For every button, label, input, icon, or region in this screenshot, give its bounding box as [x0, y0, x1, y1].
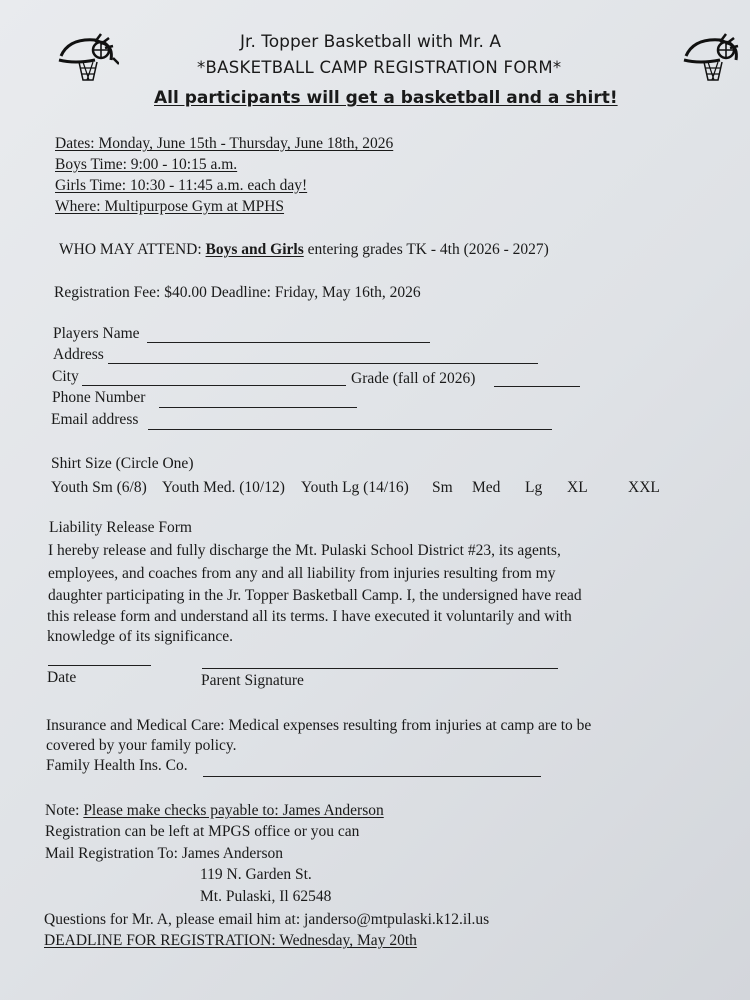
- city-line[interactable]: [82, 385, 346, 386]
- phone-label: Phone Number: [52, 389, 146, 406]
- camp-location: Where: Multipurpose Gym at MPHS: [55, 198, 285, 215]
- phone-line[interactable]: [159, 407, 357, 408]
- shirt-size-youth-med[interactable]: Youth Med. (10/12): [162, 479, 285, 496]
- date-label: Date: [47, 669, 77, 686]
- registration-deadline: DEADLINE FOR REGISTRATION: Wednesday, May 20th: [44, 932, 417, 949]
- liability-text-line: I hereby release and fully discharge the Mt. Pulaski School District #23, its agents,: [48, 542, 561, 559]
- insurance-text: Insurance and Medical Care: Medical expenses resulting from injuries at camp are to be: [46, 717, 592, 734]
- address-label: Address: [53, 346, 104, 363]
- mail-address-city: Mt. Pulaski, Il 62548: [200, 888, 332, 905]
- liability-text-line: employees, and coaches from any and all liability from injuries resulting from my: [48, 565, 556, 582]
- registration-drop-off: Registration can be left at MPGS office or you can: [45, 823, 360, 840]
- attend-highlight: Boys and Girls: [205, 241, 304, 258]
- camp-dates: Dates: Monday, June 15th - Thursday, June 18th, 2026: [55, 135, 394, 152]
- shirt-size-label: Shirt Size (Circle One): [51, 455, 194, 472]
- family-health-label: Family Health Ins. Co.: [46, 757, 188, 774]
- shirt-size-youth-lg[interactable]: Youth Lg (14/16): [301, 479, 409, 496]
- shirt-size-xxl[interactable]: XXL: [628, 479, 660, 496]
- liability-title: Liability Release Form: [49, 519, 192, 536]
- shirt-size-sm[interactable]: Sm: [432, 479, 453, 496]
- who-may-attend: [59, 240, 549, 260]
- grade-label: Grade (fall of 2026): [351, 370, 476, 387]
- family-health-line[interactable]: [203, 776, 541, 777]
- questions-email: Questions for Mr. A, please email him at: janderso@mtpulaski.k12.il.us: [44, 911, 490, 928]
- boys-time: Boys Time: 9:00 - 10:15 a.m.: [55, 156, 238, 173]
- note-checks: [45, 801, 384, 821]
- shirt-size-xl[interactable]: XL: [567, 479, 588, 496]
- shirt-size-youth-sm[interactable]: Youth Sm (6/8): [51, 479, 147, 496]
- checks-payable: Please make checks payable to: James Anderson: [83, 802, 384, 819]
- mail-address-street: 119 N. Garden St.: [200, 866, 312, 883]
- signature-line[interactable]: [202, 668, 558, 669]
- city-label: City: [52, 368, 79, 385]
- note-prefix: Note:: [45, 802, 84, 819]
- header-subtitle: *BASKETBALL CAMP REGISTRATION FORM*: [197, 58, 562, 77]
- attend-grades: entering grades TK - 4th (2026 - 2027): [303, 241, 549, 258]
- attend-label: WHO MAY ATTEND:: [59, 241, 206, 258]
- registration-fee: Registration Fee: $40.00 Deadline: Friday, May 16th, 2026: [54, 284, 421, 301]
- insurance-text-cont: covered by your family policy.: [46, 737, 237, 754]
- grade-line[interactable]: [494, 386, 580, 387]
- girls-time: Girls Time: 10:30 - 11:45 a.m. each day!: [55, 177, 308, 194]
- mail-to: Mail Registration To: James Anderson: [45, 845, 283, 862]
- shirt-size-med[interactable]: Med: [472, 479, 501, 496]
- liability-text-line: daughter participating in the Jr. Topper Basketball Camp. I, the undersigned have read: [48, 587, 582, 604]
- liability-text-line: this release form and understand all its terms. I have executed it voluntarily and with: [47, 608, 572, 625]
- address-line[interactable]: [108, 363, 538, 364]
- players-name-line[interactable]: [147, 342, 430, 343]
- email-line[interactable]: [148, 429, 552, 430]
- header-title: Jr. Topper Basketball with Mr. A: [240, 32, 501, 52]
- header-tagline: All participants will get a basketball and a shirt!: [154, 88, 618, 108]
- players-name-label: Players Name: [53, 325, 140, 342]
- signature-label: Parent Signature: [201, 672, 304, 689]
- basketball-hoop-icon: [55, 30, 119, 86]
- date-line[interactable]: [48, 665, 151, 666]
- liability-text-line: knowledge of its significance.: [47, 628, 233, 645]
- shirt-size-lg[interactable]: Lg: [525, 479, 543, 496]
- basketball-hoop-icon: [680, 30, 744, 86]
- email-label: Email address: [51, 411, 139, 428]
